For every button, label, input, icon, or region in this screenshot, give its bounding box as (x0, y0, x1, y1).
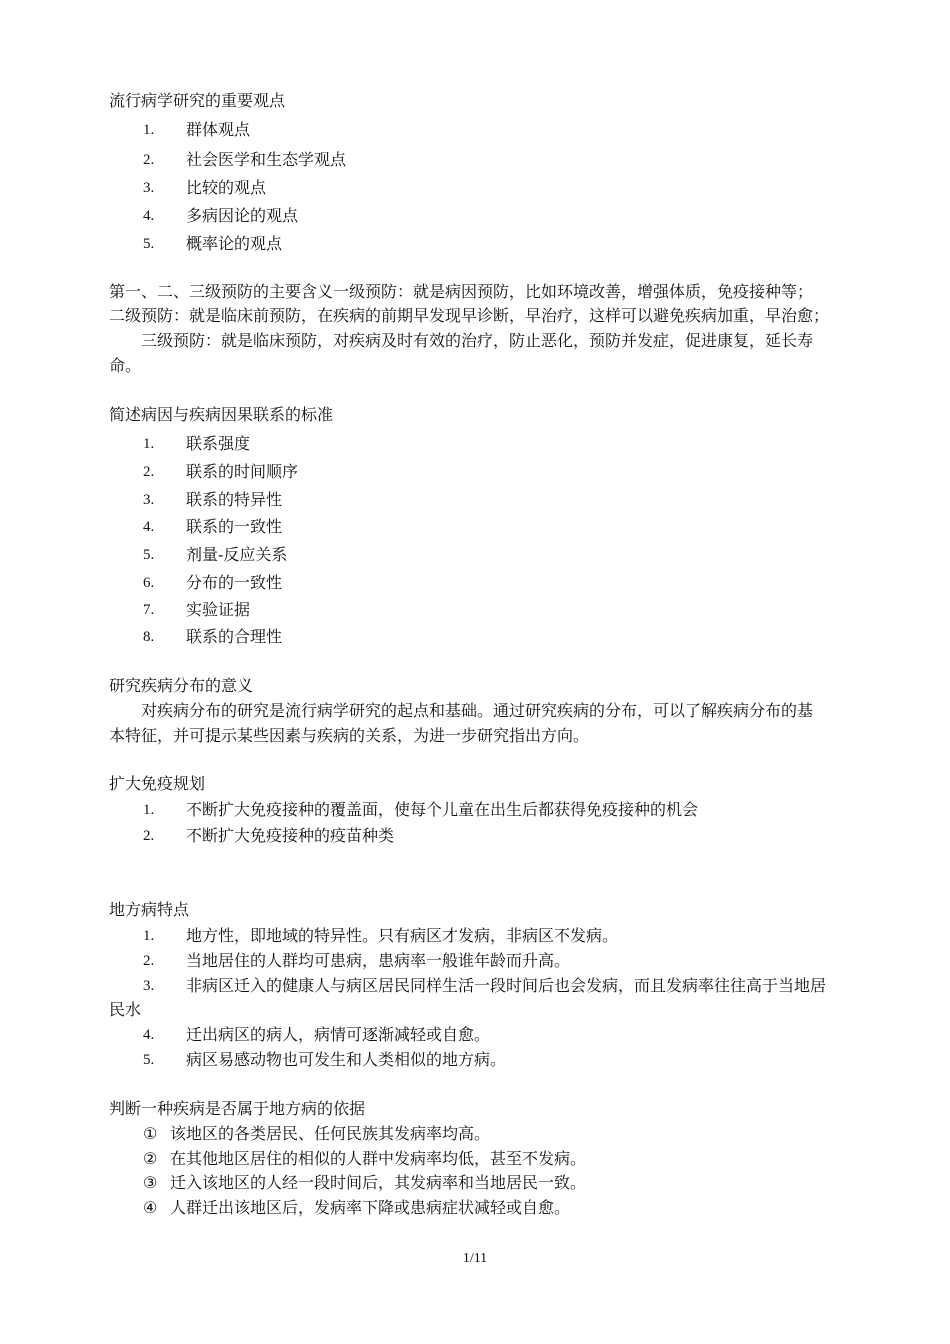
list-item: 在其他地区居住的相似的人群中发病率均低，甚至不发病。 (170, 1149, 587, 1168)
list-number: ② (143, 1149, 158, 1168)
list-number: 3. (143, 180, 155, 196)
list-item: 不断扩大免疫接种的疫苗种类 (186, 826, 395, 845)
list-number: 1. (143, 802, 155, 818)
prevention-paragraph-line: 二级预防：就是临床前预防，在疾病的前期早发现早诊断，早治疗，这样可以避免疾病加重，早治愈； (109, 306, 830, 325)
list-item: 概率论的观点 (186, 234, 283, 253)
list-number: 4. (143, 1027, 155, 1043)
list-number: 5. (143, 236, 155, 252)
paragraph-line: 对疾病分布的研究是流行病学研究的起点和基础。通过研究疾病的分布，可以了解疾病分布的基 (141, 701, 814, 720)
list-item: 分布的一致性 (186, 573, 283, 592)
list-number: 7. (143, 602, 155, 618)
list-number: 1. (143, 436, 155, 452)
list-item: 社会医学和生态学观点 (186, 150, 347, 169)
list-number: 3. (143, 978, 155, 994)
list-item: 当地居住的人群均可患病，患病率一般谁年龄而升高。 (186, 951, 571, 970)
list-number: 1. (143, 122, 155, 138)
list-item: 群体观点 (186, 120, 251, 139)
list-item: 比较的观点 (186, 178, 267, 197)
list-number: 2. (143, 953, 155, 969)
section-heading-causal-criteria: 简述病因与疾病因果联系的标准 (109, 405, 334, 424)
section-heading-distribution-significance: 研究疾病分布的意义 (109, 676, 254, 695)
prevention-paragraph-line: 第一、二、三级预防的主要含义一级预防：就是病因预防，比如环境改善，增强体质，免疫接种等； (109, 282, 814, 301)
list-number: 1. (143, 928, 155, 944)
list-number: ③ (143, 1173, 158, 1192)
list-item: 病区易感动物也可发生和人类相似的地方病。 (186, 1050, 507, 1069)
list-item-continuation: 民水 (109, 1000, 142, 1019)
list-number: 5. (143, 1052, 155, 1068)
prevention-paragraph-line: 三级预防：就是临床预防，对疾病及时有效的治疗，防止恶化，预防并发症，促进康复，延长寿 (141, 331, 814, 350)
list-number: ① (143, 1124, 158, 1143)
list-number: 6. (143, 575, 155, 591)
section-heading-endemic-features: 地方病特点 (109, 900, 190, 919)
section-heading-immunization-program: 扩大免疫规划 (109, 774, 206, 793)
prevention-paragraph-line: 命。 (109, 356, 142, 375)
list-item: 该地区的各类居民、任何民族其发病率均高。 (170, 1124, 491, 1143)
list-number: 5. (143, 547, 155, 563)
list-item: 剂量-反应关系 (186, 545, 288, 564)
page-number: 1/11 (462, 1251, 488, 1266)
list-item: 迁入该地区的人经一段时间后，其发病率和当地居民一致。 (170, 1173, 587, 1192)
section-heading-epidemiology-viewpoints: 流行病学研究的重要观点 (109, 91, 286, 110)
list-item: 多病因论的观点 (186, 206, 299, 225)
list-number: 4. (143, 208, 155, 224)
list-number: 2. (143, 152, 155, 168)
paragraph-line: 本特征，并可提示某些因素与疾病的关系，为进一步研究指出方向。 (109, 726, 590, 745)
list-item: 人群迁出该地区后，发病率下降或患病症状减轻或自愈。 (170, 1198, 571, 1217)
list-number: 4. (143, 519, 155, 535)
list-item: 联系的一致性 (186, 517, 283, 536)
list-item: 联系的合理性 (186, 627, 283, 646)
list-item: 联系强度 (186, 434, 251, 453)
list-number: 2. (143, 464, 155, 480)
list-item: 不断扩大免疫接种的覆盖面，使每个儿童在出生后都获得免疫接种的机会 (186, 800, 699, 819)
section-heading-endemic-criteria: 判断一种疾病是否属于地方病的依据 (109, 1099, 366, 1118)
list-item: 地方性，即地域的特异性。只有病区才发病，非病区不发病。 (186, 926, 619, 945)
list-item: 非病区迁入的健康人与病区居民同样生活一段时间后也会发病，而且发病率往往高于当地居 (186, 976, 827, 995)
list-item: 实验证据 (186, 600, 251, 619)
list-number: 3. (143, 492, 155, 508)
list-item: 迁出病区的病人，病情可逐渐减轻或自愈。 (186, 1025, 491, 1044)
list-number: 2. (143, 828, 155, 844)
list-number: ④ (143, 1198, 158, 1217)
list-item: 联系的时间顺序 (186, 462, 299, 481)
list-number: 8. (143, 629, 155, 645)
list-item: 联系的特异性 (186, 490, 283, 509)
